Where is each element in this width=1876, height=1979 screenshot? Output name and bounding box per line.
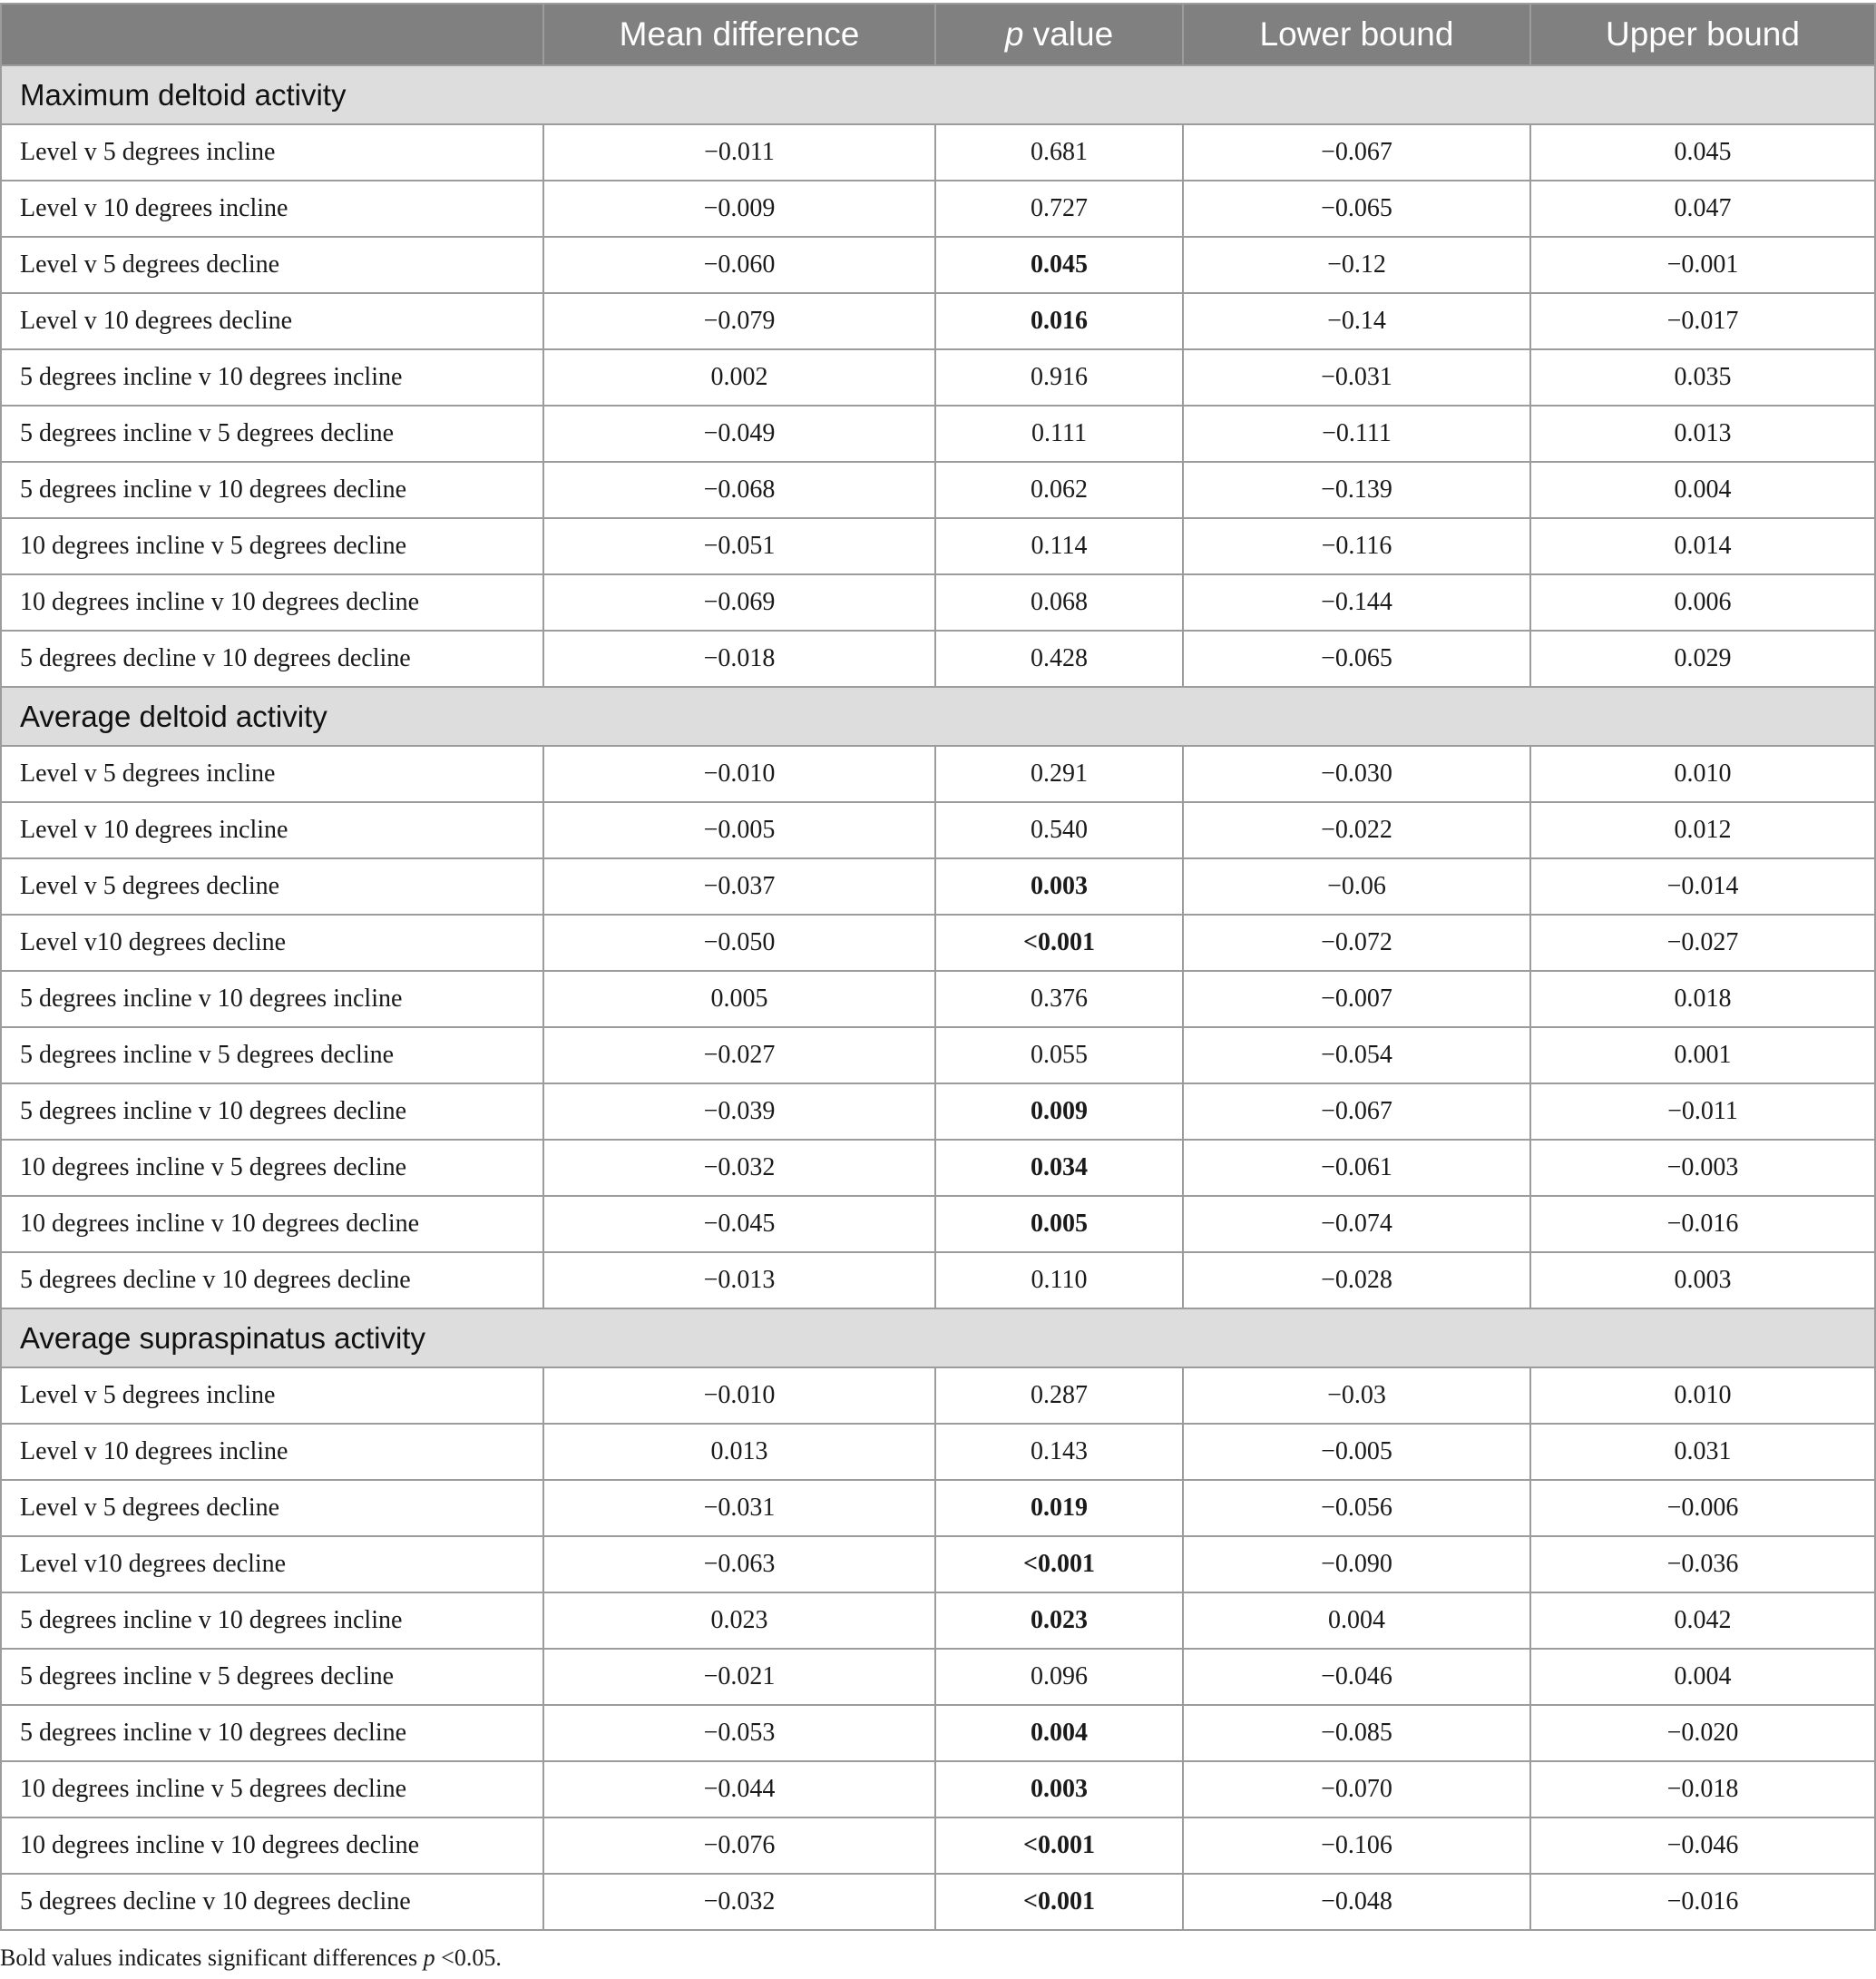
cell-upper-bound: −0.014	[1530, 858, 1875, 915]
cell-upper-bound: 0.010	[1530, 746, 1875, 802]
table-body	[1, 65, 1875, 1930]
cell-upper-bound: −0.046	[1530, 1817, 1875, 1874]
cell-mean-difference: −0.010	[543, 1367, 935, 1424]
table-row	[1, 462, 1875, 518]
header-p-rest: value	[1023, 15, 1114, 53]
table-row	[1, 1424, 1875, 1480]
cell-lower-bound: −0.111	[1183, 406, 1530, 462]
cell-comparison: Level v 10 degrees incline	[1, 1424, 543, 1480]
cell-p-value: 0.287	[935, 1367, 1183, 1424]
cell-upper-bound: 0.012	[1530, 802, 1875, 858]
cell-lower-bound: −0.074	[1183, 1196, 1530, 1252]
table-row	[1, 746, 1875, 802]
section-row	[1, 65, 1875, 124]
cell-comparison: 10 degrees incline v 5 degrees decline	[1, 518, 543, 574]
cell-lower-bound: −0.12	[1183, 237, 1530, 293]
cell-upper-bound: −0.006	[1530, 1480, 1875, 1536]
cell-lower-bound: −0.061	[1183, 1140, 1530, 1196]
cell-mean-difference: −0.045	[543, 1196, 935, 1252]
cell-comparison: 10 degrees incline v 10 degrees decline	[1, 1817, 543, 1874]
table-row	[1, 1196, 1875, 1252]
cell-comparison: 10 degrees incline v 10 degrees decline	[1, 1196, 543, 1252]
table-row	[1, 1367, 1875, 1424]
cell-upper-bound: −0.001	[1530, 237, 1875, 293]
cell-mean-difference: 0.002	[543, 349, 935, 406]
cell-lower-bound: 0.004	[1183, 1592, 1530, 1649]
cell-upper-bound: 0.006	[1530, 574, 1875, 631]
cell-mean-difference: −0.060	[543, 237, 935, 293]
table-row	[1, 349, 1875, 406]
cell-mean-difference: −0.044	[543, 1761, 935, 1817]
cell-lower-bound: −0.106	[1183, 1817, 1530, 1874]
cell-mean-difference: −0.053	[543, 1705, 935, 1761]
cell-lower-bound: −0.067	[1183, 124, 1530, 181]
cell-lower-bound: −0.005	[1183, 1424, 1530, 1480]
cell-p-value: 0.916	[935, 349, 1183, 406]
cell-upper-bound: 0.014	[1530, 518, 1875, 574]
cell-mean-difference: −0.063	[543, 1536, 935, 1592]
cell-p-value: 0.727	[935, 181, 1183, 237]
table-row	[1, 915, 1875, 971]
cell-mean-difference: 0.013	[543, 1424, 935, 1480]
cell-mean-difference: −0.013	[543, 1252, 935, 1308]
cell-upper-bound: 0.042	[1530, 1592, 1875, 1649]
cell-p-value: 0.376	[935, 971, 1183, 1027]
cell-comparison: Level v 10 degrees decline	[1, 293, 543, 349]
cell-comparison: 5 degrees incline v 10 degrees incline	[1, 971, 543, 1027]
cell-mean-difference: −0.009	[543, 181, 935, 237]
cell-lower-bound: −0.070	[1183, 1761, 1530, 1817]
cell-mean-difference: −0.021	[543, 1649, 935, 1705]
cell-upper-bound: 0.003	[1530, 1252, 1875, 1308]
cell-mean-difference: −0.068	[543, 462, 935, 518]
cell-lower-bound: −0.06	[1183, 858, 1530, 915]
cell-lower-bound: −0.090	[1183, 1536, 1530, 1592]
cell-upper-bound: −0.003	[1530, 1140, 1875, 1196]
cell-p-value: <0.001	[935, 915, 1183, 971]
cell-p-value: 0.003	[935, 1761, 1183, 1817]
cell-comparison: 5 degrees incline v 10 degrees incline	[1, 1592, 543, 1649]
section-title: Maximum deltoid activity	[1, 65, 1875, 124]
cell-upper-bound: −0.017	[1530, 293, 1875, 349]
table-footnote	[0, 1945, 502, 1972]
cell-p-value: 0.143	[935, 1424, 1183, 1480]
cell-upper-bound: −0.018	[1530, 1761, 1875, 1817]
cell-lower-bound: −0.065	[1183, 631, 1530, 687]
cell-lower-bound: −0.03	[1183, 1367, 1530, 1424]
cell-lower-bound: −0.054	[1183, 1027, 1530, 1083]
cell-lower-bound: −0.139	[1183, 462, 1530, 518]
cell-lower-bound: −0.056	[1183, 1480, 1530, 1536]
table-row	[1, 1817, 1875, 1874]
cell-lower-bound: −0.14	[1183, 293, 1530, 349]
cell-mean-difference: −0.011	[543, 124, 935, 181]
cell-p-value: <0.001	[935, 1874, 1183, 1930]
cell-comparison: 5 degrees incline v 5 degrees decline	[1, 1027, 543, 1083]
cell-comparison: 5 degrees incline v 10 degrees incline	[1, 349, 543, 406]
cell-p-value: <0.001	[935, 1817, 1183, 1874]
table-row	[1, 181, 1875, 237]
header-comparison	[1, 4, 543, 65]
cell-lower-bound: −0.065	[1183, 181, 1530, 237]
cell-upper-bound: 0.031	[1530, 1424, 1875, 1480]
cell-lower-bound: −0.067	[1183, 1083, 1530, 1140]
cell-mean-difference: −0.049	[543, 406, 935, 462]
cell-p-value: 0.016	[935, 293, 1183, 349]
header-row	[1, 4, 1875, 65]
footnote-threshold: <0.05.	[435, 1945, 502, 1971]
header-p-letter: p	[1004, 15, 1024, 53]
cell-p-value: 0.009	[935, 1083, 1183, 1140]
cell-comparison: 5 degrees incline v 10 degrees decline	[1, 462, 543, 518]
table-header	[1, 4, 1875, 65]
header-upper-bound: Upper bound	[1530, 4, 1875, 65]
cell-comparison: Level v 5 degrees decline	[1, 237, 543, 293]
cell-comparison: 5 degrees incline v 5 degrees decline	[1, 1649, 543, 1705]
cell-upper-bound: −0.036	[1530, 1536, 1875, 1592]
cell-p-value: 0.540	[935, 802, 1183, 858]
table-row	[1, 1083, 1875, 1140]
header-p-value	[935, 4, 1183, 65]
section-row	[1, 687, 1875, 746]
cell-p-value: 0.019	[935, 1480, 1183, 1536]
table-row	[1, 124, 1875, 181]
cell-comparison: Level v10 degrees decline	[1, 915, 543, 971]
table-row	[1, 1649, 1875, 1705]
cell-p-value: 0.045	[935, 237, 1183, 293]
cell-lower-bound: −0.030	[1183, 746, 1530, 802]
cell-lower-bound: −0.028	[1183, 1252, 1530, 1308]
cell-comparison: 5 degrees decline v 10 degrees decline	[1, 1252, 543, 1308]
cell-mean-difference: −0.005	[543, 802, 935, 858]
cell-lower-bound: −0.022	[1183, 802, 1530, 858]
table-row	[1, 237, 1875, 293]
cell-upper-bound: −0.016	[1530, 1874, 1875, 1930]
cell-p-value: 0.034	[935, 1140, 1183, 1196]
cell-upper-bound: 0.010	[1530, 1367, 1875, 1424]
cell-comparison: Level v 5 degrees incline	[1, 124, 543, 181]
header-mean-difference: Mean difference	[543, 4, 935, 65]
section-row	[1, 1308, 1875, 1367]
cell-comparison: Level v 5 degrees incline	[1, 746, 543, 802]
cell-p-value: 0.096	[935, 1649, 1183, 1705]
cell-comparison: 10 degrees incline v 10 degrees decline	[1, 574, 543, 631]
cell-p-value: <0.001	[935, 1536, 1183, 1592]
cell-upper-bound: 0.013	[1530, 406, 1875, 462]
cell-upper-bound: −0.016	[1530, 1196, 1875, 1252]
cell-comparison: Level v 5 degrees decline	[1, 1480, 543, 1536]
table-row	[1, 1480, 1875, 1536]
footnote-p-letter: p	[423, 1945, 435, 1971]
table-row	[1, 1592, 1875, 1649]
cell-comparison: 10 degrees incline v 5 degrees decline	[1, 1761, 543, 1817]
cell-upper-bound: 0.045	[1530, 124, 1875, 181]
table-row	[1, 406, 1875, 462]
cell-lower-bound: −0.072	[1183, 915, 1530, 971]
cell-mean-difference: −0.050	[543, 915, 935, 971]
cell-upper-bound: 0.035	[1530, 349, 1875, 406]
cell-comparison: 10 degrees incline v 5 degrees decline	[1, 1140, 543, 1196]
footnote-text: Bold values indicates significant differences	[0, 1945, 424, 1971]
cell-lower-bound: −0.046	[1183, 1649, 1530, 1705]
cell-p-value: 0.114	[935, 518, 1183, 574]
table-row	[1, 1536, 1875, 1592]
cell-comparison: 5 degrees decline v 10 degrees decline	[1, 1874, 543, 1930]
cell-upper-bound: 0.029	[1530, 631, 1875, 687]
cell-mean-difference: −0.079	[543, 293, 935, 349]
section-title: Average supraspinatus activity	[1, 1308, 1875, 1367]
cell-p-value: 0.111	[935, 406, 1183, 462]
cell-upper-bound: 0.001	[1530, 1027, 1875, 1083]
header-lower-bound: Lower bound	[1183, 4, 1530, 65]
table-row	[1, 1705, 1875, 1761]
cell-mean-difference: −0.027	[543, 1027, 935, 1083]
cell-mean-difference: −0.032	[543, 1874, 935, 1930]
cell-p-value: 0.428	[935, 631, 1183, 687]
table-row	[1, 574, 1875, 631]
cell-comparison: 5 degrees incline v 10 degrees decline	[1, 1083, 543, 1140]
cell-p-value: 0.005	[935, 1196, 1183, 1252]
cell-mean-difference: −0.051	[543, 518, 935, 574]
cell-p-value: 0.291	[935, 746, 1183, 802]
cell-comparison: Level v 5 degrees decline	[1, 858, 543, 915]
cell-p-value: 0.062	[935, 462, 1183, 518]
table-row	[1, 802, 1875, 858]
cell-mean-difference: −0.039	[543, 1083, 935, 1140]
cell-comparison: 5 degrees incline v 5 degrees decline	[1, 406, 543, 462]
cell-mean-difference: 0.023	[543, 1592, 935, 1649]
cell-lower-bound: −0.085	[1183, 1705, 1530, 1761]
cell-upper-bound: 0.018	[1530, 971, 1875, 1027]
cell-mean-difference: −0.010	[543, 746, 935, 802]
table-row	[1, 1874, 1875, 1930]
cell-upper-bound: 0.004	[1530, 1649, 1875, 1705]
table-row	[1, 971, 1875, 1027]
cell-lower-bound: −0.007	[1183, 971, 1530, 1027]
cell-comparison: Level v 10 degrees incline	[1, 802, 543, 858]
cell-mean-difference: −0.037	[543, 858, 935, 915]
table-row	[1, 1761, 1875, 1817]
cell-p-value: 0.681	[935, 124, 1183, 181]
cell-upper-bound: 0.004	[1530, 462, 1875, 518]
cell-lower-bound: −0.048	[1183, 1874, 1530, 1930]
cell-lower-bound: −0.031	[1183, 349, 1530, 406]
cell-mean-difference: 0.005	[543, 971, 935, 1027]
cell-comparison: 5 degrees incline v 10 degrees decline	[1, 1705, 543, 1761]
cell-upper-bound: −0.011	[1530, 1083, 1875, 1140]
cell-comparison: Level v10 degrees decline	[1, 1536, 543, 1592]
cell-p-value: 0.023	[935, 1592, 1183, 1649]
cell-mean-difference: −0.032	[543, 1140, 935, 1196]
table-row	[1, 1252, 1875, 1308]
cell-comparison: Level v 5 degrees incline	[1, 1367, 543, 1424]
table-row	[1, 518, 1875, 574]
cell-p-value: 0.004	[935, 1705, 1183, 1761]
cell-mean-difference: −0.031	[543, 1480, 935, 1536]
table-row	[1, 858, 1875, 915]
table-row	[1, 293, 1875, 349]
cell-lower-bound: −0.116	[1183, 518, 1530, 574]
cell-p-value: 0.068	[935, 574, 1183, 631]
table-row	[1, 631, 1875, 687]
section-title: Average deltoid activity	[1, 687, 1875, 746]
cell-p-value: 0.110	[935, 1252, 1183, 1308]
cell-comparison: 5 degrees decline v 10 degrees decline	[1, 631, 543, 687]
cell-mean-difference: −0.076	[543, 1817, 935, 1874]
comparison-table	[0, 3, 1876, 1931]
cell-mean-difference: −0.018	[543, 631, 935, 687]
cell-p-value: 0.055	[935, 1027, 1183, 1083]
cell-upper-bound: −0.027	[1530, 915, 1875, 971]
cell-mean-difference: −0.069	[543, 574, 935, 631]
cell-upper-bound: −0.020	[1530, 1705, 1875, 1761]
cell-comparison: Level v 10 degrees incline	[1, 181, 543, 237]
cell-p-value: 0.003	[935, 858, 1183, 915]
table-row	[1, 1027, 1875, 1083]
cell-lower-bound: −0.144	[1183, 574, 1530, 631]
table-row	[1, 1140, 1875, 1196]
cell-upper-bound: 0.047	[1530, 181, 1875, 237]
